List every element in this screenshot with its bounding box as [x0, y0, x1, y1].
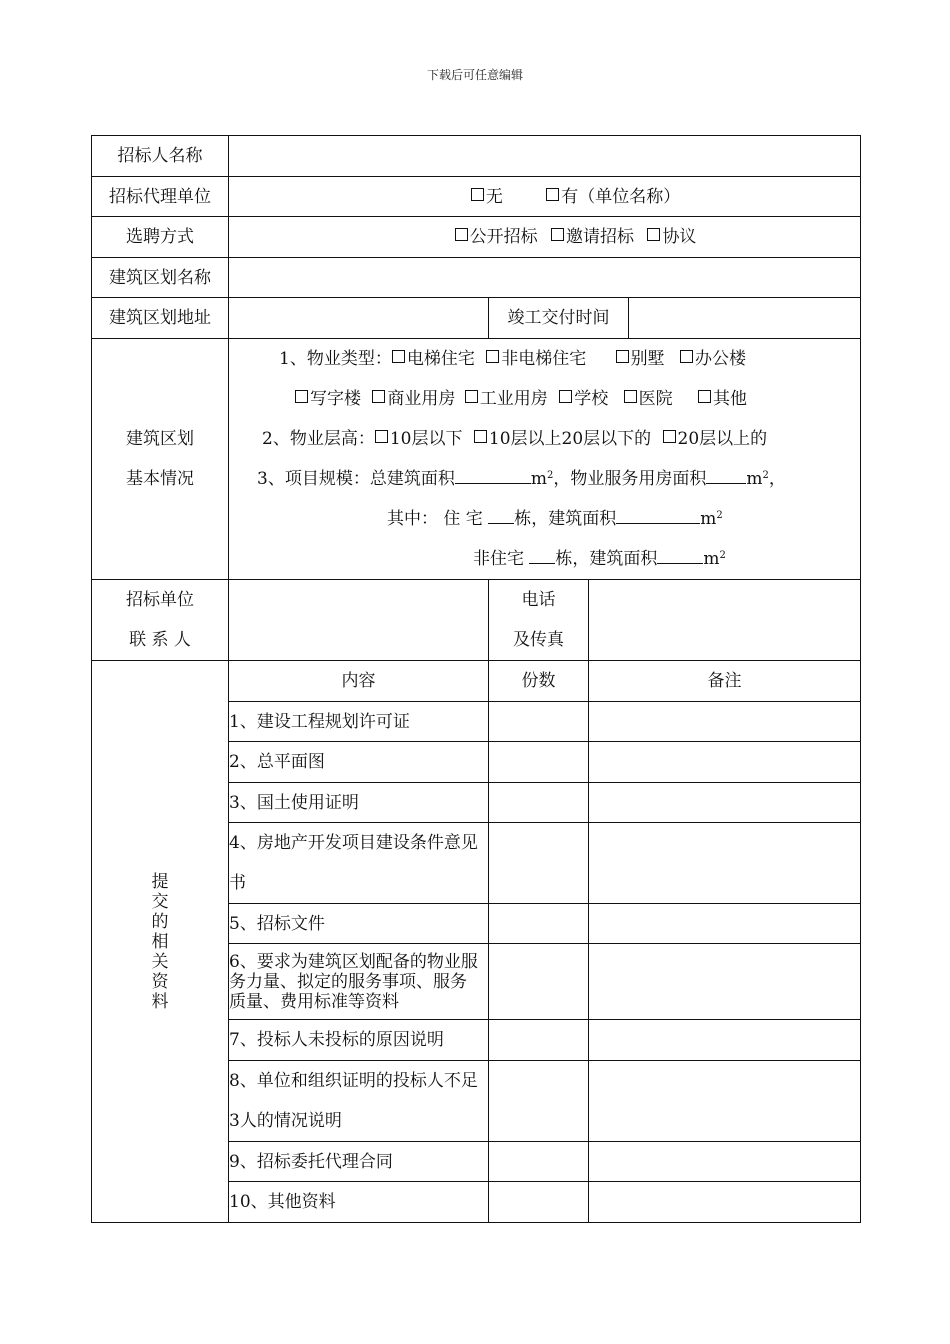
contact-label [92, 580, 229, 661]
col-header-copies: 份数 [489, 661, 589, 702]
basic-label-line1: 建筑区划 [126, 429, 194, 449]
material-item: 6、要求为建筑区划配备的物业服务力量、拟定的服务事项、服务质量、费用标准等资料 [229, 944, 489, 1020]
type-non-elevator: 非电梯住宅 [501, 349, 587, 369]
material-item: 8、单位和组织证明的投标人不足3人的情况说明 [229, 1061, 489, 1142]
type-other: 其他 [713, 389, 748, 409]
method-options [229, 217, 861, 258]
floor-height-prefix: 2、物业层高： [262, 429, 375, 449]
total-area-blank[interactable] [455, 466, 531, 484]
checkbox-icon[interactable] [465, 390, 478, 403]
material-copies[interactable] [489, 702, 589, 742]
unit-m: m [746, 469, 763, 489]
agent-yes-option[interactable]: 有（单位名称） [546, 187, 680, 207]
service-room-area-blank[interactable] [706, 466, 746, 484]
material-notes[interactable] [589, 1020, 861, 1061]
method-invite-option[interactable]: 邀请招标 [551, 227, 634, 247]
residential-label: 其中： 住 宅 [387, 509, 483, 529]
type-school: 学校 [574, 389, 609, 409]
area-address-label: 建筑区划地址 [92, 298, 229, 339]
type-writing: 写字楼 [310, 389, 361, 409]
checkbox-icon[interactable] [474, 430, 487, 443]
property-type-line2 [229, 379, 860, 419]
row-agent [92, 177, 861, 217]
basic-info-content [229, 339, 861, 580]
checkbox-icon[interactable] [392, 350, 405, 363]
materials-label-char: 提 [151, 871, 169, 892]
material-copies[interactable] [489, 823, 589, 904]
material-notes[interactable] [589, 742, 861, 783]
agent-label: 招标代理单位 [92, 177, 229, 217]
material-notes[interactable] [589, 823, 861, 904]
material-notes[interactable] [589, 1142, 861, 1182]
unit-sup: 2 [716, 510, 723, 521]
non-residential-label: 非住宅 [473, 549, 524, 569]
materials-label-char: 交 [151, 891, 169, 912]
unit-m: m [700, 509, 717, 529]
material-item: 5、招标文件 [229, 904, 489, 944]
method-agreement-option[interactable]: 协议 [647, 227, 696, 247]
checkbox-icon[interactable] [546, 188, 559, 201]
row-materials-header [92, 661, 861, 702]
material-copies[interactable] [489, 1182, 589, 1223]
non-residential-area-label: 栋，建筑面积 [555, 549, 658, 569]
row-area-address [92, 298, 861, 339]
materials-label [92, 661, 229, 1223]
tenderer-name-field[interactable] [229, 136, 861, 177]
row-method [92, 217, 861, 258]
checkbox-icon[interactable] [616, 350, 629, 363]
contact-field[interactable] [229, 580, 489, 661]
type-elevator: 电梯住宅 [406, 349, 475, 369]
completion-field[interactable] [629, 298, 861, 339]
phone-label-line1: 电话 [521, 590, 556, 610]
materials-label-char: 关 [151, 951, 169, 972]
checkbox-icon[interactable] [647, 228, 660, 241]
residential-area-blank[interactable] [616, 506, 700, 524]
type-office: 办公楼 [695, 349, 747, 369]
comma: ， [768, 469, 786, 489]
checkbox-icon[interactable] [559, 390, 572, 403]
material-item: 2、总平面图 [229, 742, 489, 783]
material-item: 3、国土使用证明 [229, 783, 489, 823]
residential-area-label: 栋，建筑面积 [514, 509, 617, 529]
material-item: 10、其他资料 [229, 1182, 489, 1223]
agent-options [229, 177, 861, 217]
material-notes[interactable] [589, 944, 861, 1020]
tenderer-name-label: 招标人名称 [92, 136, 229, 177]
material-notes[interactable] [589, 1061, 861, 1142]
phone-label-line2: 及传真 [513, 630, 564, 650]
area-name-label: 建筑区划名称 [92, 258, 229, 298]
method-open-option[interactable]: 公开招标 [455, 227, 538, 247]
material-item: 1、建设工程规划许可证 [229, 702, 489, 742]
area-address-field[interactable] [229, 298, 489, 339]
material-copies[interactable] [489, 904, 589, 944]
unit-sup: 2 [762, 470, 769, 481]
material-copies[interactable] [489, 1061, 589, 1142]
checkbox-icon[interactable] [698, 390, 711, 403]
checkbox-icon[interactable] [295, 390, 308, 403]
material-copies[interactable] [489, 1020, 589, 1061]
non-residential-buildings-blank[interactable] [529, 546, 555, 564]
non-residential-area-blank[interactable] [657, 546, 703, 564]
checkbox-icon[interactable] [486, 350, 499, 363]
unit-m: m [530, 469, 547, 489]
material-notes[interactable] [589, 1182, 861, 1223]
method-label: 选聘方式 [92, 217, 229, 258]
type-commercial: 商业用房 [387, 389, 456, 409]
agent-none-option[interactable]: 无 [471, 187, 503, 207]
material-copies[interactable] [489, 944, 589, 1020]
phone-label [489, 580, 589, 661]
materials-label-char: 料 [151, 991, 169, 1012]
non-residential-line [229, 539, 860, 579]
type-hospital: 医院 [638, 389, 673, 409]
completion-label: 竣工交付时间 [489, 298, 629, 339]
checkbox-icon[interactable] [624, 390, 637, 403]
contact-label-line1: 招标单位 [126, 590, 194, 610]
checkbox-icon[interactable] [663, 430, 676, 443]
tender-form-table [91, 135, 861, 1223]
residential-line [229, 499, 860, 539]
checkbox-icon[interactable] [375, 430, 388, 443]
materials-label-char: 的 [151, 911, 169, 932]
material-notes[interactable] [589, 783, 861, 823]
col-header-notes: 备注 [589, 661, 861, 702]
material-copies[interactable] [489, 1142, 589, 1182]
checkbox-icon[interactable] [551, 228, 564, 241]
height-option-1: 10层以下 [389, 429, 463, 449]
floor-height-line [229, 419, 860, 459]
row-area-name [92, 258, 861, 298]
row-tenderer-name [92, 136, 861, 177]
height-option-2: 10层以上20层以下的 [488, 429, 652, 449]
area-name-field[interactable] [229, 258, 861, 298]
checkbox-icon[interactable] [455, 228, 468, 241]
watermark-text: 下载后可任意编辑 [426, 68, 523, 82]
property-type-line1 [229, 339, 860, 379]
material-item: 4、房地产开发项目建设条件意见书 [229, 823, 489, 904]
material-copies[interactable] [489, 783, 589, 823]
material-notes[interactable] [589, 904, 861, 944]
checkbox-icon[interactable] [372, 390, 385, 403]
material-item: 9、招标委托代理合同 [229, 1142, 489, 1182]
checkbox-icon[interactable] [680, 350, 693, 363]
row-basic-info [92, 339, 861, 580]
basic-label-line2: 基本情况 [126, 469, 194, 489]
materials-label-char: 相 [151, 931, 169, 952]
scale-total-area-label: 3、项目规模：总建筑面积 [257, 469, 455, 489]
phone-field[interactable] [589, 580, 861, 661]
basic-info-label [92, 339, 229, 580]
service-room-area-label: ，物业服务用房面积 [553, 469, 707, 489]
row-contact [92, 580, 861, 661]
property-type-prefix: 1、物业类型： [279, 349, 392, 369]
unit-m: m [703, 549, 720, 569]
residential-buildings-blank[interactable] [488, 506, 514, 524]
unit-sup: 2 [719, 550, 726, 561]
material-copies[interactable] [489, 742, 589, 783]
material-notes[interactable] [589, 702, 861, 742]
col-header-content: 内容 [229, 661, 489, 702]
material-item: 7、投标人未投标的原因说明 [229, 1020, 489, 1061]
height-option-3: 20层以上的 [677, 429, 768, 449]
contact-label-line2: 联 系 人 [129, 630, 191, 650]
materials-label-char: 资 [151, 971, 169, 992]
unit-sup: 2 [546, 470, 554, 481]
type-villa: 别墅 [630, 349, 665, 369]
type-industrial: 工业用房 [479, 389, 548, 409]
project-scale-line [229, 459, 860, 499]
checkbox-icon[interactable] [471, 188, 484, 201]
